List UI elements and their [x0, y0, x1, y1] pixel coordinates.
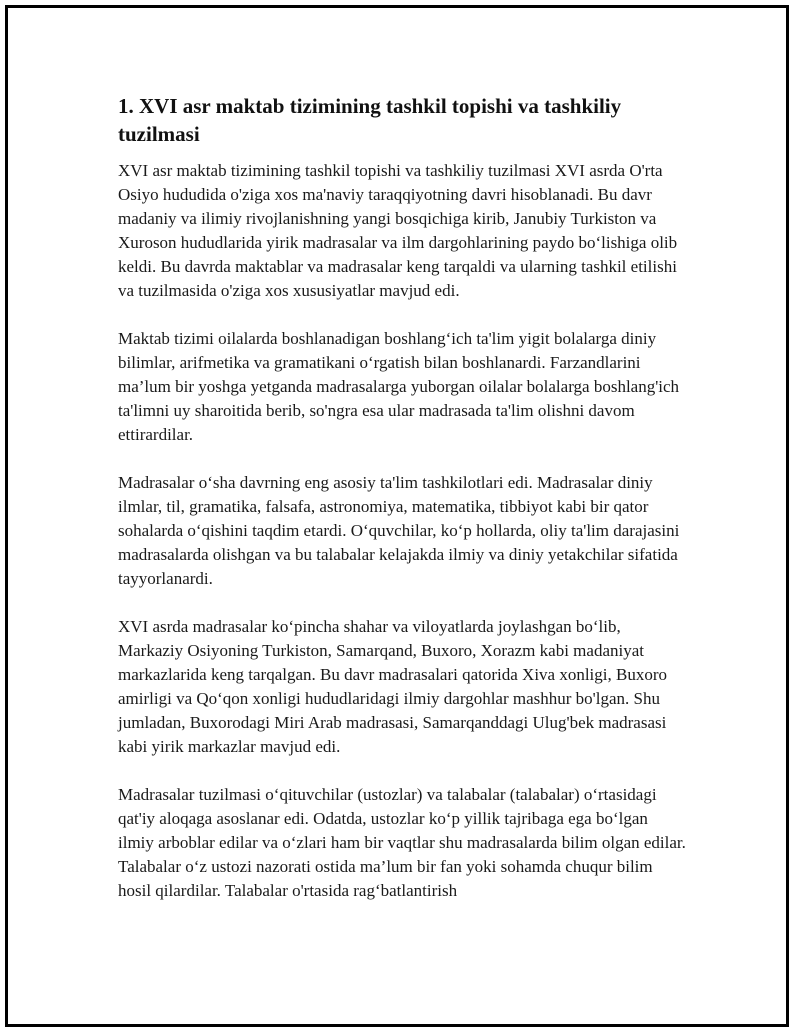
- paragraph-5: Madrasalar tuzilmasi o‘qituvchilar (ustozlar) va talabalar (talabalar) o‘rtasidagi qat'iy aloqaga asoslanar edi. Odatda, ustozlar ko‘p yillik tajribaga ega bo‘lgan ilmiy arboblar edilar va o‘zlari ham bir vaqtlar shu madrasalarda bilim olgan edilar. Talabalar o‘z ustozi nazorati ostida ma’lum bir fan yoki sohamda chuqur bilim hosil qilardilar. Talabalar o'rtasida rag‘batlantirish: [118, 785, 686, 900]
- section-heading: 1. XVI asr maktab tizimining tashkil topishi va tashkiliy tuzilmasi: [118, 94, 622, 146]
- paragraph-2: Maktab tizimi oilalarda boshlanadigan boshlang‘ich ta'lim yigit bolalarga diniy bilimlar, arifmetika va gramatikani o‘rgatish bilan boshlanardi. Farzandlarini ma’lum bir yoshga yetganda madrasalarga yuborgan oilalar bolalarga boshlang'ich ta'limni uy sharoitida berib, so'ngra esa ular madrasada ta'lim olishni davom ettirardilar.: [118, 329, 680, 444]
- paragraph-4: XVI asrda madrasalar ko‘pincha shahar va viloyatlarda joylashgan bo‘lib, Markaziy Osiyoning Turkiston, Samarqand, Buxoro, Xorazm kabi madaniyat markazlarida keng tarqalgan. Bu davr madrasalari qatorida Xiva xonligi, Buxoro amirligi va Qo‘qon xonligi hududlaridagi ilmiy dargohlar mashhur bo'lgan. Shu jumladan, Buxorodagi Miri Arab madrasasi, Samarqanddagi Ulug'bek madrasasi kabi yirik markazlar mavjud edi.: [118, 617, 668, 756]
- paragraph-3: Madrasalar o‘sha davrning eng asosiy ta'lim tashkilotlari edi. Madrasalar diniy ilmlar, til, gramatika, falsafa, astronomiya, matematika, tibbiyot kabi bir qator sohalarda o‘qishini taqdim etardi. O‘quvchilar, ko‘p hollarda, oliy ta'lim darajasini madrasalarda olishgan va bu talabalar kelajakda ilmiy va diniy yetakchilar sifatida tayyorlanardi.: [118, 473, 680, 588]
- document-body: [118, 92, 688, 927]
- paragraph-1: XVI asr maktab tizimining tashkil topishi va tashkiliy tuzilmasi XVI asrda O'rta Osiyo hududida o'ziga xos ma'naviy taraqqiyotning davri hisoblanadi. Bu davr madaniy va ilimiy rivojlanishning yangi bosqichiga kirib, Janubiy Turkiston va Xuroson hududlarida yirik madrasalar va ilm dargohlarining paydo bo‘lishiga olib keldi. Bu davrda maktablar va madrasalar keng tarqaldi va ularning tashkil etilishi va tuzilmasida o'ziga xos xususiyatlar mavjud edi.: [118, 161, 678, 300]
